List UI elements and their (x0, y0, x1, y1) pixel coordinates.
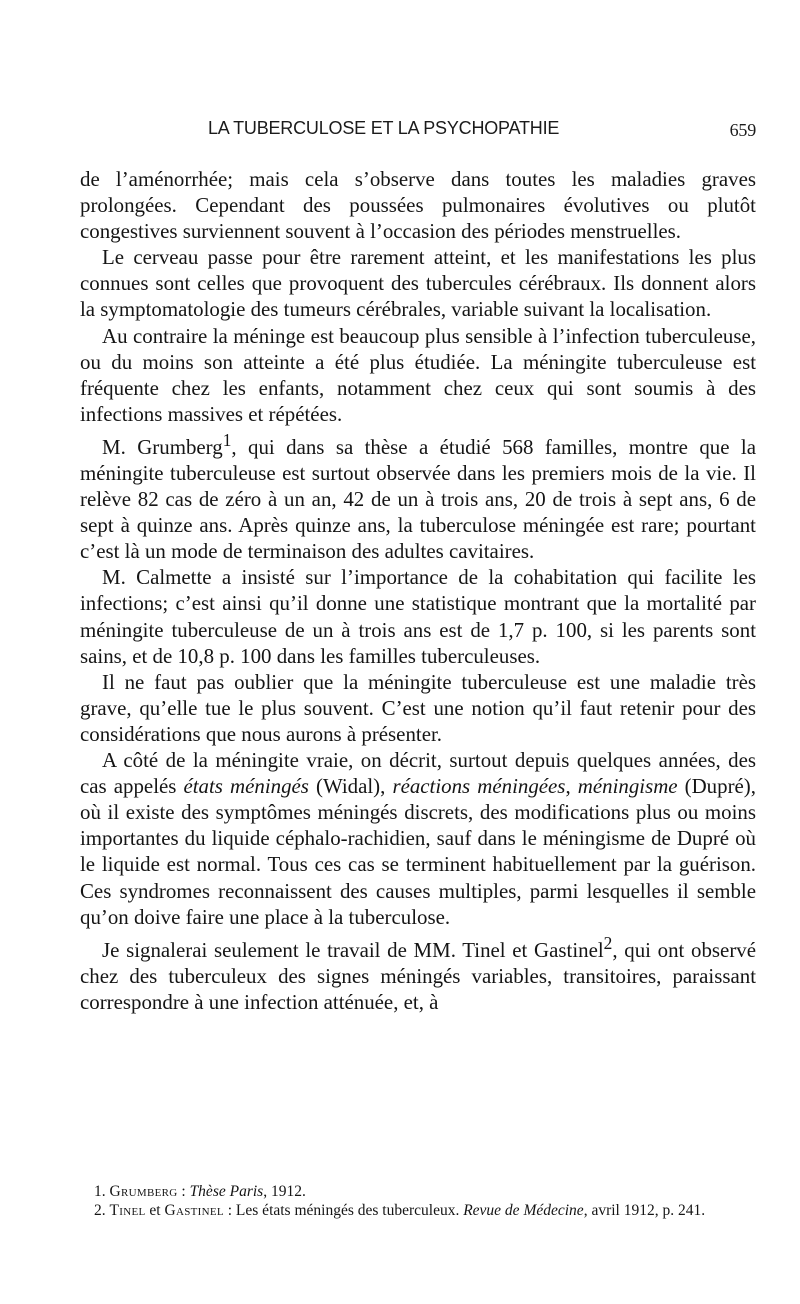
footnote-2 (80, 1201, 756, 1220)
running-header (80, 118, 756, 148)
italic-term-etats-meninges: états méningés (183, 774, 309, 799)
paragraph-7-part-4: (Dupré), où il existe des symptômes méningés discrets, des modifications plus ou moins importantes du liquide céphalo-rachidien, sauf dans le méningisme de Dupré où le liquide est normal. Tous ces cas se terminent habituellement par la guérison. Ces syndromes reconnaissent des causes multiples, parmi lesquelles il semble qu’on doive faire une place à la tuberculose. (80, 774, 756, 929)
paragraph-8-end: , qui ont observé chez des tuberculeux des signes méningés variables, transitoires, paraissant correspondre à une infection atténuée, et, à (80, 937, 756, 1014)
footnote-2-journal: Revue de Médecine (463, 1202, 584, 1219)
paragraph-6: Il ne faut pas oublier que la méningite tuberculeuse est une maladie très grave, qu’elle tue le plus souvent. C’est une notion qu’il faut retenir pour des considérations que nous aurons à présenter. (80, 669, 756, 746)
footnote-1-number: 1. (94, 1183, 106, 1200)
footnote-1-separator: : (177, 1183, 190, 1200)
paragraph-7-part-2: (Widal), (308, 774, 393, 799)
body-text (80, 166, 756, 1015)
footnotes (80, 1182, 756, 1220)
footnote-1-title: Thèse Paris (189, 1183, 264, 1200)
footnote-1-rest: , 1912. (263, 1183, 306, 1200)
footnote-2-joiner: et (145, 1202, 165, 1219)
footnote-2-rest: , avril 1912, p. 241. (583, 1202, 706, 1219)
footnote-1-author: Grumberg (109, 1183, 178, 1200)
paragraph-2: Le cerveau passe pour être rarement atteint, et les manifestations les plus connues sont celles que provoquent des tubercules cérébraux. Ils donnent alors la symptomatologie des tumeurs cérébrales, variable suivant la localisation. (80, 245, 756, 322)
footnote-2-number: 2. (94, 1202, 106, 1219)
paragraph-4-start: M. Grumberg (102, 434, 223, 459)
paragraph-5: M. Calmette a insisté sur l’importance de la cohabitation qui facilite les infections; c’est ainsi qu’il donne une statistique montrant que la mortalité par méningite tuberculeuse de un à trois ans est de 1,7 p. 100, si les parents sont sains, et de 10,8 p. 100 dans les familles tuberculeuses. (80, 565, 756, 668)
italic-term-meningisme: méningisme (577, 774, 678, 799)
paragraph-4-end: , qui dans sa thèse a étudié 568 familles, montre que la méningite tuberculeuse est surtout observée dans les premiers mois de la vie. Il relève 82 cas de zéro à un an, 42 de un à trois ans, 20 de trois à sept ans, 6 de sept à quinze ans. Après quinze ans, la tuberculose méningée est rare; pourtant c’est là un mode de terminaison des adultes cavitaires. (80, 434, 756, 564)
paragraph-8 (80, 930, 756, 1015)
paragraph-7-part-1: A côté de la méningite vraie, on décrit, surtout depuis quelques années, des cas appelés (80, 748, 756, 799)
paragraph-8-start: Je signalerai seulement le travail de MM. Tinel et Gastinel (102, 937, 604, 962)
footnote-2-author-2: Gastinel (164, 1202, 224, 1219)
footnote-reference-2: 2 (603, 932, 613, 953)
footnote-1 (80, 1182, 756, 1201)
footnote-2-middle: : Les états méningés des tuberculeux. (223, 1202, 464, 1219)
paragraph-4 (80, 427, 756, 564)
paragraph-7 (80, 747, 756, 930)
footnote-reference-1: 1 (222, 429, 232, 450)
running-title: LA TUBERCULOSE ET LA PSYCHOPATHIE (208, 118, 560, 138)
italic-term-reactions-meningees: réactions méningées (392, 774, 566, 799)
footnote-2-author-1: Tinel (109, 1202, 146, 1219)
book-page (80, 118, 756, 1268)
paragraph-7-part-3: , (565, 774, 578, 799)
paragraph-1: de l’aménorrhée; mais cela s’observe dans toutes les maladies graves prolongées. Cependant des poussées pulmonaires évolutives ou plutôt congestives surviennent souvent à l’occasion des périodes menstruelles. (80, 167, 756, 244)
paragraph-3: Au contraire la méninge est beaucoup plus sensible à l’infection tuberculeuse, ou du moins son atteinte a été plus étudiée. La méningite tuberculeuse est fréquente chez les enfants, notamment chez ceux qui sont soumis à des infections massives et répétées. (80, 323, 756, 426)
page-number: 659 (729, 120, 756, 140)
